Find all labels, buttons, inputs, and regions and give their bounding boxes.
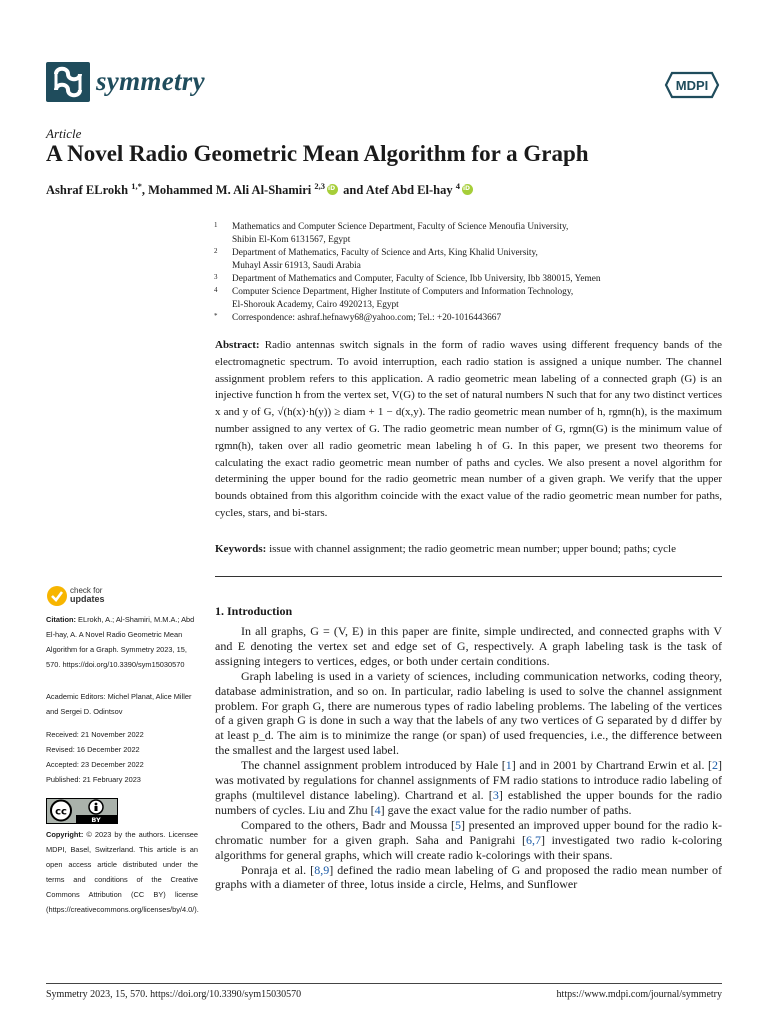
paragraph — [215, 669, 722, 758]
footer-citation: Symmetry 2023, 15, 570. https://doi.org/10.3390/sym15030570 — [46, 989, 302, 1000]
orcid-icon[interactable] — [327, 184, 338, 195]
affiliation-item — [214, 286, 714, 312]
author-name: Atef Abd El-hay — [365, 183, 453, 198]
author-list — [46, 181, 475, 198]
revised-date: Revised: 16 December 2022 — [46, 745, 140, 754]
abstract — [215, 337, 722, 522]
affiliation-line: Shibin El-Kom 6131567, Egypt — [232, 235, 351, 245]
affiliation-mark: 2 — [214, 247, 218, 255]
section-heading: 1. Introduction — [215, 604, 293, 618]
paper-title: A Novel Radio Geometric Mean Algorithm for a Graph — [46, 141, 589, 166]
introduction-body — [215, 624, 722, 892]
paragraph — [215, 624, 722, 669]
svg-text:cc: cc — [55, 806, 67, 818]
paragraph-text: Graph labeling is used in a variety of sciences, including communication networks, coding theory, database administration, and so on. In particular, radio labeling is used to solve the channel assignment problem. For graph G, there are numerous types of radio labeling problems. The labeling of the vertices of a given graph G is done in such a way that the labels of any two vertices of G separated by d differ by at least p_d. The aim is to minimize the range (or span) of used frequencies, i.e., the difference between the smallest and the largest used label. — [215, 668, 722, 758]
citation-link[interactable]: 6,7 — [525, 832, 541, 847]
author-affiliation-mark: 2,3 — [314, 181, 326, 191]
citation-text: ELrokh, A.; Al-Shamiri, M.M.A.; Abd El-hay, A. A Novel Radio Geometric Mean Algorithm for a Graph. Symmetry 2023, 15, 570. https://doi.org/10.3390/sym15030570 — [46, 615, 195, 669]
author-name: Ashraf ELrokh — [46, 183, 129, 198]
affiliation-item — [214, 312, 714, 325]
accepted-date: Accepted: 23 December 2022 — [46, 760, 144, 769]
affiliation-line: Muhayl Assir 61913, Saudi Arabia — [232, 261, 361, 271]
keywords-text: issue with channel assignment; the radio geometric mean number; upper bound; paths; cycle — [269, 543, 676, 555]
cc-by-icon — [46, 798, 118, 824]
author-separator: and — [340, 183, 366, 198]
citation-link[interactable]: 3 — [492, 787, 499, 802]
paragraph-text: ] presented an improved upper bound for the radio k-chromatic number for a given graph. Saha and Panigrahi [ — [215, 817, 722, 847]
affiliation-mark: 4 — [214, 286, 218, 294]
citation-link[interactable]: 8,9 — [314, 862, 330, 877]
academic-editors: Academic Editors: Michel Planat, Alice Miller and Sergei D. Odintsov — [46, 692, 192, 716]
affiliation-mark: * — [214, 312, 218, 320]
paragraph-text: Ponraja et al. [ — [241, 862, 315, 877]
citation-label: Citation: — [46, 615, 76, 624]
affiliations — [214, 221, 714, 325]
publisher-name: MDPI — [675, 78, 709, 93]
citation-link[interactable]: 1 — [505, 758, 512, 773]
copyright-text: © 2023 by the authors. Licensee MDPI, Basel, Switzerland. This article is an open access article distributed under the terms and conditions of the Creative Commons Attribution (CC BY) license (https://creativecommons.org/licenses/by/4.0/). — [46, 830, 199, 914]
check-updates-icon — [46, 585, 68, 607]
abstract-text: Radio antennas switch signals in the form of radio waves using different frequency bands of the electromagnetic spectrum. To avoid interruption, each radio station is assigned a unique number. The channel assignment problem refers to this application. A radio geometric mean labeling of a connected graph (G) is an injective function h from the vertex set, V(G) to the set of natural numbers N such that for any two distinct vertices x and y of G, √(h(x)·h(y)) ≥ diam + 1 − d(x,y). The radio geometric mean number of h, rgmn(h), is the maximum number assigned to any vertex of G. The radio geometric mean number of G, rgmn(G) is the minimum value of rgmn(h), taken over all radio geometric mean labeling h of G. In this paper, we present two theorems for calculating the exact radio geometric mean number of paths and cycles. We also present a novel algorithm for determining the upper bound for the radio geometric mean number of a given graph. We verify that the upper bounds obtained from this algorithm coincide with the exact value of the radio geometric mean number for paths, cycles, stars, and bi-stars. — [215, 339, 722, 519]
affiliation-item — [214, 273, 714, 286]
affiliation-line: Department of Mathematics and Computer, Faculty of Science, Ibb University, Ibb 380015, Yemen — [232, 274, 601, 284]
divider — [215, 576, 722, 577]
paragraph-text: ] investigated two radio k-coloring algorithms for general graphs, which will create radio k-colorings with their spans. — [215, 832, 723, 862]
paragraph-text: ] established the upper bounds for the radio numbers of cycles. Liu and Zhu [ — [215, 787, 722, 817]
check-updates-label: check for updates — [70, 586, 105, 604]
author-name: Mohammed M. Ali Al-Shamiri — [148, 183, 312, 198]
affiliation-line: Computer Science Department, Higher Institute of Computers and Information Technology, — [232, 287, 574, 297]
paragraph-text: ] was motivated by regulations for channel assignments of FM radio stations to introduce radio labeling of graphs (multilevel distance labeling). Chartrand et al. [ — [215, 758, 723, 802]
copyright-block — [46, 827, 198, 917]
author-separator: , — [141, 183, 149, 198]
copyright-label: Copyright: — [46, 830, 84, 839]
affiliation-line: El-Shorouk Academy, Cairo 4920213, Egypt — [232, 300, 399, 310]
symmetry-logo-icon — [46, 62, 90, 102]
paragraph-text: The channel assignment problem introduced by Hale [ — [241, 758, 506, 773]
paragraph — [215, 818, 722, 863]
mdpi-logo — [664, 70, 720, 100]
footer-journal-link[interactable]: https://www.mdpi.com/journal/symmetry — [556, 989, 722, 1000]
affiliation-item — [214, 221, 714, 247]
citation-link[interactable]: 5 — [455, 817, 462, 832]
journal-logo — [46, 62, 90, 102]
citation-block — [46, 612, 198, 672]
citation-link[interactable]: 2 — [712, 758, 719, 773]
journal-name: symmetry — [96, 66, 205, 96]
affiliation-mark: 3 — [214, 273, 218, 281]
paragraph-text: Compared to the others, Badr and Moussa [ — [241, 817, 456, 832]
footer-divider — [46, 983, 722, 984]
received-date: Received: 21 November 2022 — [46, 730, 144, 739]
dates-block — [46, 727, 198, 787]
author-affiliation-mark: 4 — [455, 181, 460, 191]
citation-link[interactable]: 4 — [374, 802, 381, 817]
paragraph-text: In all graphs, G = (V, E) in this paper are finite, simple undirected, and connected graphs with V and E denoting the vertex set and edge set of G, respectively. A graph labeling task is the task of assigning integers to vertices, edges, or both under certain conditions. — [215, 624, 722, 668]
paragraph-text: ] gave the exact value for the radio number of paths. — [380, 802, 632, 817]
affiliation-line: Correspondence: ashraf.hefnawy68@yahoo.com; Tel.: +20-1016443667 — [232, 313, 502, 323]
svg-text:BY: BY — [91, 816, 101, 824]
affiliation-mark: 1 — [214, 221, 218, 229]
paragraph — [215, 758, 722, 818]
keywords — [215, 543, 722, 555]
published-date: Published: 21 February 2023 — [46, 775, 141, 784]
paragraph-text: ] defined the radio mean labeling of G and proposed the radio mean number of graphs with a diameter of three, lotus inside a circle, Helms, and Sunflower — [215, 862, 722, 892]
keywords-label: Keywords: — [215, 543, 267, 555]
article-type: Article — [46, 126, 82, 141]
cc-by-license-badge[interactable] — [46, 798, 118, 824]
paragraph-text: ] and in 2001 by Chartrand Erwin et al. [ — [511, 758, 713, 773]
check-for-updates-button[interactable] — [46, 585, 126, 609]
affiliation-item — [214, 247, 714, 273]
abstract-label: Abstract: — [215, 339, 260, 351]
affiliation-line: Mathematics and Computer Science Department, Faculty of Science Menoufia University, — [232, 222, 569, 232]
paragraph — [215, 863, 722, 893]
orcid-icon[interactable] — [462, 184, 473, 195]
author-affiliation-mark: 1,* — [131, 181, 142, 191]
affiliation-line: Department of Mathematics, Faculty of Science and Arts, King Khalid University, — [232, 248, 538, 258]
